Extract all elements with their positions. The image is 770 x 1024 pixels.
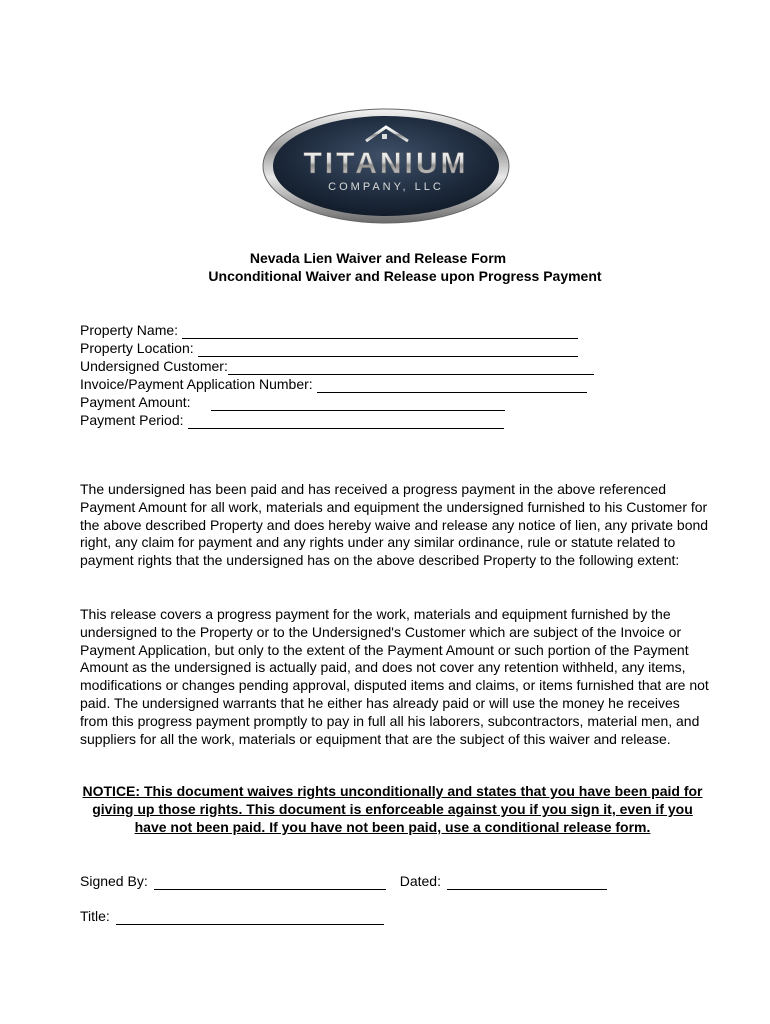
property-name-row xyxy=(80,321,594,339)
document-subtitle: Unconditional Waiver and Release upon Progress Payment xyxy=(208,268,602,284)
document-title: Nevada Lien Waiver and Release Form xyxy=(249,250,507,266)
invoice-number-row xyxy=(80,375,594,393)
logo-brand-text: TITANIUM xyxy=(303,147,469,180)
title-signature-row xyxy=(80,907,384,925)
undersigned-customer-row xyxy=(80,357,594,375)
notice-text: NOTICE: This document waives rights unconditionally and states that you have been paid for giving up those rights. This document is enforceable against you if you sign it, even if you have not been paid. If you have not been paid, use a conditional release form. xyxy=(82,783,703,835)
title-label: Title: xyxy=(80,908,110,924)
waiver-paragraph-1: The undersigned has been paid and has received a progress payment in the above referenced Payment Amount for all work, materials and equipment the undersigned furnished to his Customer for the above described Property and does hereby waive and release any notice of lien, any private bond right, any claim for payment and any rights under any similar ordinance, rule or statute related to payment rights that the undersigned has on the above described Property to the following extent: xyxy=(80,481,709,569)
payment-amount-row xyxy=(80,393,594,411)
title-field[interactable] xyxy=(116,910,384,925)
undersigned-customer-label: Undersigned Customer: xyxy=(80,358,228,374)
property-location-field[interactable] xyxy=(198,342,578,357)
logo-graphic xyxy=(262,107,510,225)
logo-sub-text: COMPANY, LLC xyxy=(328,181,444,193)
property-location-label: Property Location: xyxy=(80,340,194,356)
document-header xyxy=(0,249,770,285)
company-logo xyxy=(262,107,510,225)
undersigned-customer-field[interactable] xyxy=(228,360,594,375)
waiver-paragraph-2: This release covers a progress payment for the work, materials and equipment furnished by the undersigned to the Property or to the Undersigned's Customer which are subject of the Invoice or Payment Application, but only to the extent of the Payment Amount or such portion of the Payment Amount as the undersigned is actually paid, and does not cover any retention withheld, any items, modifications or changes pending approval, disputed items and claims, or items furnished that are not paid. The undersigned warrants that he either has already paid or will use the money he receives from this progress payment promptly to pay in full all his laborers, subcontractors, material men, and suppliers for all the work, materials or equipment that are the subject of this waiver and release. xyxy=(80,606,709,747)
invoice-number-label: Invoice/Payment Application Number: xyxy=(80,376,313,392)
dated-field[interactable] xyxy=(447,875,607,890)
payment-amount-field[interactable] xyxy=(211,396,505,411)
signed-by-field[interactable] xyxy=(154,875,386,890)
property-location-row xyxy=(80,339,594,357)
dated-label: Dated: xyxy=(399,873,441,889)
invoice-number-field[interactable] xyxy=(317,378,587,393)
property-fields xyxy=(80,321,594,429)
payment-period-field[interactable] xyxy=(188,414,504,429)
payment-amount-label: Payment Amount: xyxy=(80,394,191,410)
payment-period-label: Payment Period: xyxy=(80,412,184,428)
signed-by-label: Signed By: xyxy=(80,873,148,889)
payment-period-row xyxy=(80,411,594,429)
property-name-label: Property Name: xyxy=(80,322,179,338)
signature-row xyxy=(80,872,607,890)
property-name-field[interactable] xyxy=(182,324,578,339)
